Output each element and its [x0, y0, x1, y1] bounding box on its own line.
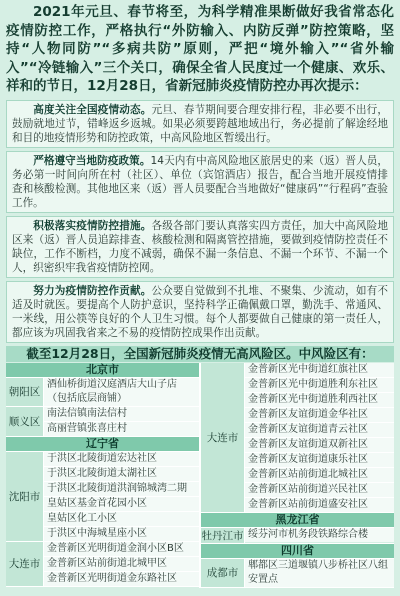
risk-area-item: 金普新区友谊街道康乐社区 — [245, 453, 394, 468]
risk-area-item: 金普新区友谊街道双新社区 — [245, 438, 394, 453]
city-block — [201, 559, 394, 588]
risk-area-table — [6, 363, 394, 588]
risk-area-item: 酒仙桥街道汉庭酒店大山子店（包括底层商铺） — [44, 378, 199, 406]
tip-text: 元旦、春节期间要合理安排行程，非必要不出行，鼓励就地过节，错峰返乡返城。如果必须要跨越地域出行，务必提前了解途经地和目的地疫情形势和防控政策，中高风险地区暂缓出行。 — [12, 103, 389, 144]
city-label: 牡丹江市 — [201, 529, 244, 542]
province-header: 四川省 — [201, 544, 394, 559]
tip-paragraph — [6, 151, 394, 213]
area-list — [44, 378, 199, 406]
city-block — [6, 452, 199, 542]
risk-area-item: 绥芬河市机务段铁路综合楼 — [245, 528, 394, 542]
city-block — [201, 363, 394, 513]
province-header: 辽宁省 — [6, 437, 199, 452]
area-list — [245, 528, 394, 543]
city-block — [6, 378, 199, 407]
tip-text: 14天内有中高风险地区旅居史的来（返）晋人员，务必第一时间向所在村（社区）、单位（宾馆酒店）报告，配合当地开展疫情排查和核酸检测。其他地区来（返）晋人员要配合当地做好“健康码”“行程码”查验工作。 — [12, 154, 389, 209]
tip-text: 各级各部门要认真落实四方责任，加大中高风险地区来（返）晋人员追踪排查、核酸检测和隔离管控措施，要做到疫情防控责任不缺位，工作不断档，力度不减弱，确保不漏一条信息、不漏一个环节、不漏一个人，织密织牢我省疫情防控网。 — [12, 219, 389, 274]
province-header: 北京市 — [6, 363, 199, 378]
tip-paragraph — [6, 216, 394, 278]
risk-area-item: 南法信镇南法信村 — [44, 407, 199, 422]
risk-area-item: 金普新区光中街道胜利东社区 — [245, 378, 394, 393]
area-list — [44, 452, 199, 541]
city-block — [6, 407, 199, 437]
risk-area-item: 皇姑区基金首花园小区 — [44, 497, 199, 512]
city-label: 成都市 — [201, 559, 245, 587]
risk-area-item: 金普新区站前街道北城社区 — [245, 468, 394, 483]
risk-area-item: 金普新区光中街道红旗社区 — [245, 363, 394, 378]
risk-area-item: 金普新区站前街道盛安社区 — [245, 498, 394, 512]
tip-paragraph — [6, 100, 394, 148]
tip-text: 公众要自觉做到不扎堆、不聚集、少流动，如有不适及时就医。要提高个人防护意识，坚持科学正确佩戴口罩，勤洗手、常通风、一米线，用公筷等良好的个人卫生习惯。每个人都要做自己健康的第一责任人，都应该为巩固我省来之不易的疫情防控成果作出贡献。 — [12, 284, 389, 339]
risk-table-title: 截至12月28日，全国新冠肺炎疫情无高风险区。中风险区有： — [6, 346, 394, 362]
city-label: 沈阳市 — [6, 452, 44, 541]
city-label: 大连市 — [201, 363, 245, 512]
city-block — [6, 542, 199, 587]
risk-area-item: 金普新区友谊街道青云社区 — [245, 423, 394, 438]
tip-paragraph — [6, 281, 394, 343]
risk-table-left-column — [6, 363, 199, 588]
tip-lead: 高度关注全国疫情动态。 — [33, 103, 152, 116]
risk-area-item: 金普新区站前街道兴民社区 — [245, 483, 394, 498]
tip-lead: 积极落实疫情防控措施。 — [33, 219, 152, 232]
city-label: 朝阳区 — [6, 378, 44, 406]
risk-area-item: 皇姑区化工小区 — [44, 512, 199, 527]
risk-area-item: 于洪区北陵街道宏达社区 — [44, 452, 199, 467]
tip-lead: 努力为疫情防控作贡献。 — [33, 284, 152, 297]
risk-area-item: 金普新区站前街道北城甲区 — [44, 557, 199, 572]
area-list — [44, 407, 199, 436]
tip-lead: 严格遵守当地防疫政策。 — [33, 154, 151, 167]
risk-area-item: 于洪区北陵街道太湖社区 — [44, 467, 199, 482]
province-header: 黑龙江省 — [201, 513, 394, 528]
city-block — [201, 528, 394, 544]
intro-paragraph: 2021年元旦、春节将至，为科学精准果断做好我省常态化疫情防控工作，严格执行“外防输入、内防反弹”防控策略，坚持“人物同防”“多病共防”原则，严把“境外输入”“省外输入”“冷链输入”三个关口，确保全省人民度过一个健康、欢乐、祥和的节日，12月28日，省新冠肺炎疫情防控办再次提示： — [6, 4, 394, 94]
area-list — [44, 542, 199, 586]
city-label: 顺义区 — [6, 407, 44, 436]
risk-area-item: 金普新区友谊街道金华社区 — [245, 408, 394, 423]
risk-area-item: 郫都区三道堰镇八步桥社区八组安置点 — [245, 559, 394, 587]
risk-area-item: 金普新区光明街道金东路社区 — [44, 572, 199, 586]
area-list — [245, 559, 394, 587]
risk-area-item: 高丽营镇张喜庄村 — [44, 422, 199, 436]
risk-area-item: 于洪区北陵街道洪润锦城湾二期 — [44, 482, 199, 497]
risk-area-item: 金普新区光明街道金润小区B区 — [44, 542, 199, 557]
risk-table-right-column — [201, 363, 394, 588]
city-label: 大连市 — [6, 542, 44, 586]
area-list — [245, 363, 394, 512]
risk-area-item: 金普新区光中街道胜利西社区 — [245, 393, 394, 408]
risk-area-item: 于洪区中海城星座小区 — [44, 527, 199, 541]
